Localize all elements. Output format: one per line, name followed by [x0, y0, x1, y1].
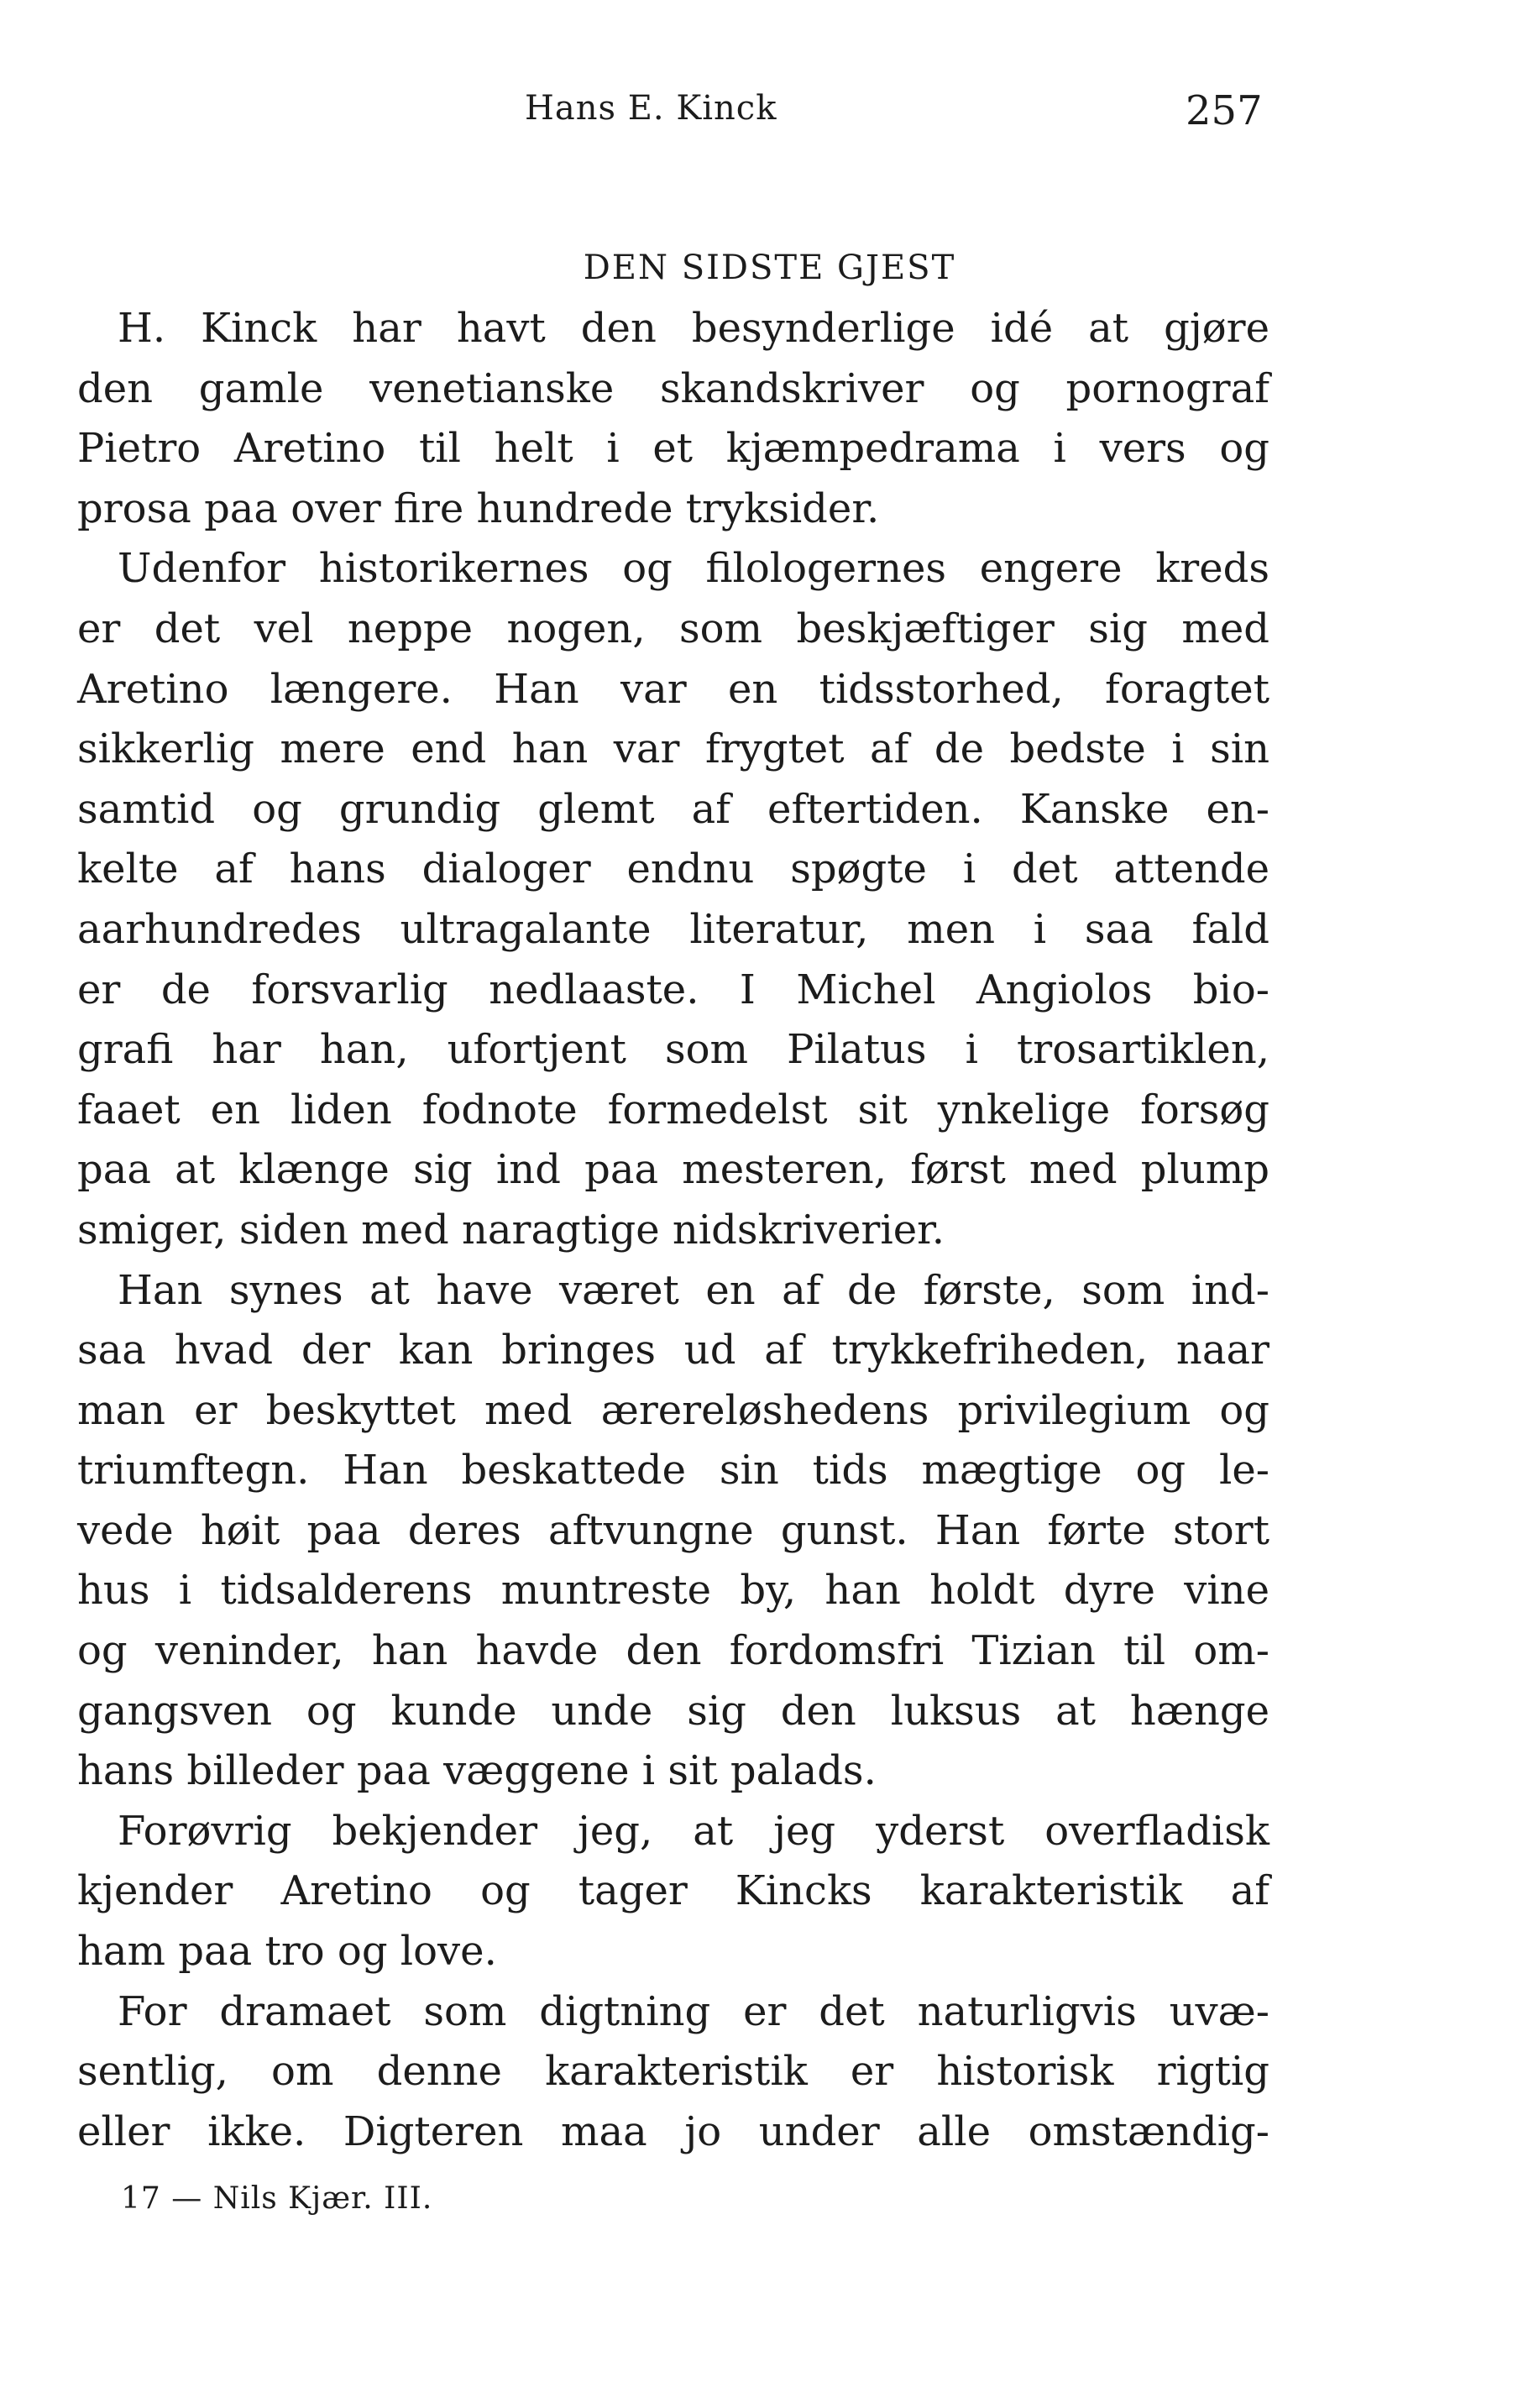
text-line: den gamle venetianske skandskriver og pornograf [77, 364, 1269, 412]
text-line: faaet en liden fodnote formedelst sit ynkelige forsøg [77, 1086, 1269, 1133]
text-line: Aretino længere. Han var en tidsstorhed, foragtet [77, 665, 1269, 713]
text-line: Forøvrig bekjender jeg, at jeg yderst overfladisk [118, 1807, 1269, 1855]
text-line: smiger, siden med naragtige nidskriverier. [77, 1206, 945, 1254]
text-line: er det vel neppe nogen, som beskjæftiger sig med [77, 605, 1269, 652]
text-line: gangsven og kunde unde sig den luksus at hænge [77, 1687, 1269, 1735]
text-line: kelte af hans dialoger endnu spøgte i det attende [77, 845, 1269, 893]
text-line: aarhundredes ultragalante literatur, men i saa fald [77, 905, 1269, 953]
text-line: eller ikke. Digteren maa jo under alle omstændig- [77, 2107, 1269, 2155]
body-text [77, 299, 1269, 2162]
text-line: hans billeder paa væggene i sit palads. [77, 1747, 877, 1795]
text-line: er de forsvarlig nedlaaste. I Michel Angiolos bio- [77, 966, 1269, 1013]
text-line: Udenfor historikernes og filologernes engere kreds [118, 545, 1269, 593]
text-line: man er beskyttet med ærereløshedens privilegium og [77, 1386, 1269, 1434]
text-line: triumftegn. Han beskattede sin tids mægtige og le- [77, 1447, 1269, 1495]
text-line: paa at klænge sig ind paa mesteren, først med plump [77, 1146, 1269, 1194]
page-number: 257 [1186, 87, 1263, 134]
text-line: vede høit paa deres aftvungne gunst. Han førte stort [77, 1506, 1269, 1554]
text-line: H. Kinck har havt den besynderlige idé at gjøre [118, 305, 1269, 352]
section-title: DEN SIDSTE GJEST [583, 249, 956, 287]
text-line: hus i tidsalderens muntreste by, han holdt dyre vine [77, 1567, 1269, 1615]
text-line: kjender Aretino og tager Kincks karakteristik af [77, 1867, 1269, 1915]
text-line: ham paa tro og love. [77, 1928, 497, 1976]
text-line: og veninder, han havde den fordomsfri Tizian til om- [77, 1627, 1269, 1675]
text-line: sentlig, om denne karakteristik er historisk rigtig [77, 2048, 1269, 2096]
text-line: For dramaet som digtning er det naturligvis uvæ- [118, 1987, 1269, 2035]
running-head-author: Hans E. Kinck [525, 89, 777, 128]
text-line: Han synes at have været en af de første, som ind- [118, 1266, 1269, 1314]
running-head [0, 81, 1539, 148]
text-line: grafi har han, ufortjent som Pilatus i trosartiklen, [77, 1026, 1269, 1074]
text-line: prosa paa over fire hundrede tryksider. [77, 484, 880, 532]
text-line: Pietro Aretino til helt i et kjæmpedrama i vers og [77, 425, 1269, 473]
text-line: sikkerlig mere end han var frygtet af de bedste i sin [77, 725, 1269, 773]
text-line: saa hvad der kan bringes ud af trykkefriheden, naar [77, 1327, 1269, 1374]
signature-footer: 17 — Nils Kjær. III. [121, 2181, 433, 2216]
text-line: samtid og grundig glemt af eftertiden. Kanske en- [77, 785, 1269, 833]
